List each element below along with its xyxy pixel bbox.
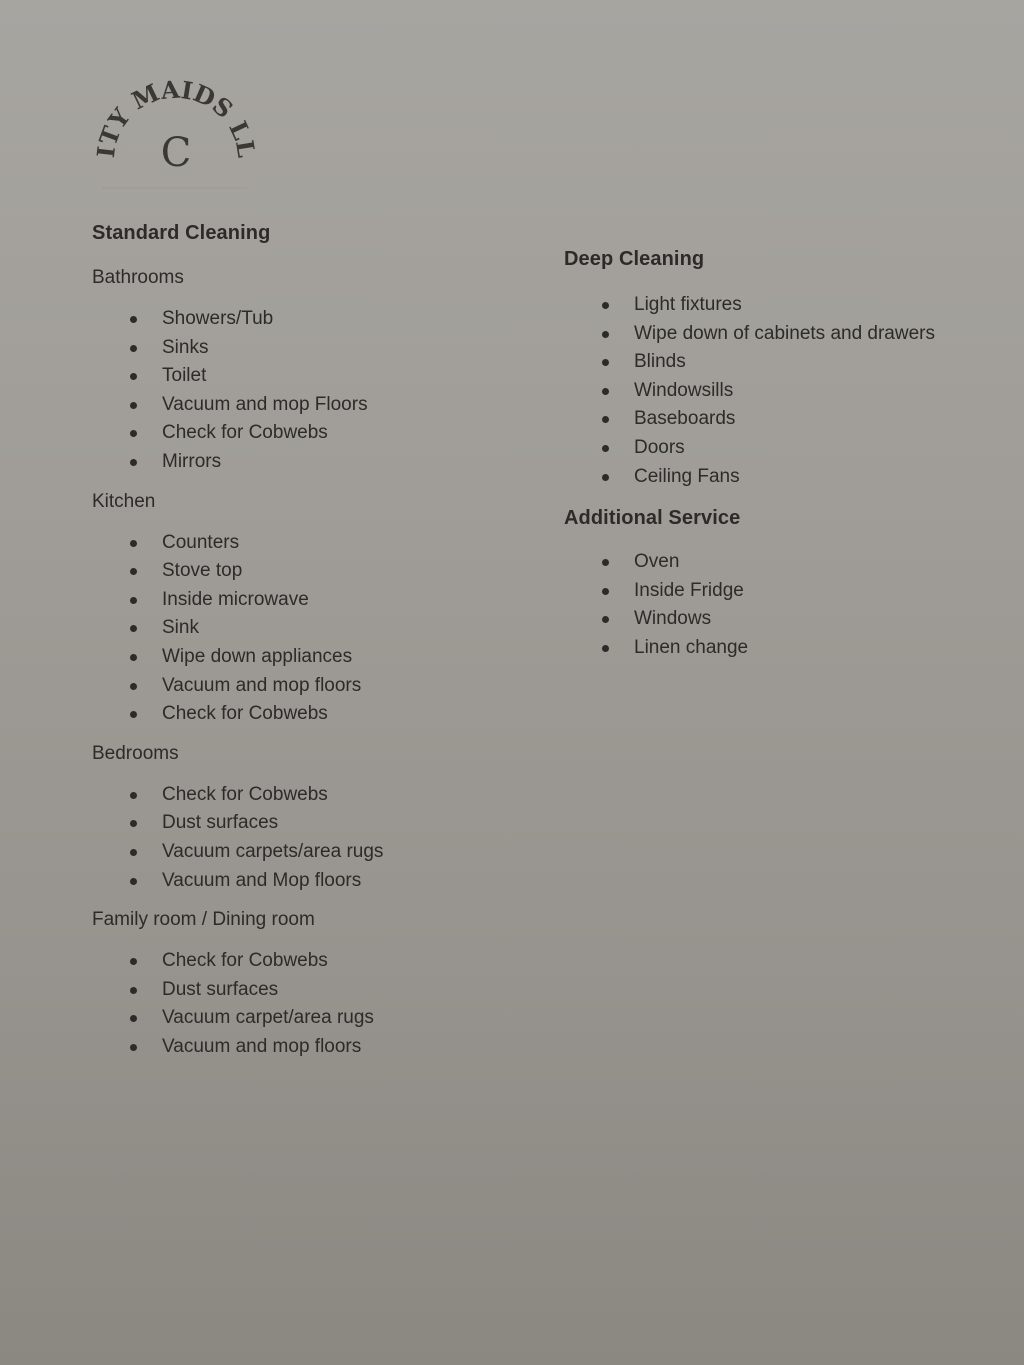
- list-item: Inside Fridge: [564, 577, 1004, 606]
- standard-cleaning-title: Standard Cleaning: [92, 222, 271, 244]
- list-item: Windowsills: [564, 377, 1004, 406]
- svg-text:CITY MAIDS LLC: ITY MAIDS LL: [92, 80, 262, 160]
- additional-service-list: [564, 548, 1004, 662]
- list-item: Check for Cobwebs: [92, 700, 532, 729]
- list-item: Doors: [564, 434, 1004, 463]
- additional-service-title: Additional Service: [564, 507, 741, 530]
- list-item: Ceiling Fans: [564, 463, 1004, 492]
- list-item: Vacuum and mop floors: [92, 1033, 532, 1062]
- list-item: Vacuum and mop Floors: [92, 391, 532, 420]
- list-item: Windows: [564, 605, 1004, 634]
- kitchen-list: [92, 529, 532, 729]
- deep-cleaning-list: [564, 291, 1004, 491]
- deep-cleaning-column: [564, 248, 1004, 663]
- list-item: Counters: [92, 529, 532, 558]
- bathrooms-list: [92, 305, 532, 477]
- list-item: Blinds: [564, 348, 1004, 377]
- list-item: Check for Cobwebs: [92, 947, 532, 976]
- standard-cleaning-column: [92, 222, 532, 1061]
- list-item: Check for Cobwebs: [92, 781, 532, 810]
- svg-text:C: C: [160, 130, 192, 176]
- list-item: Stove top: [92, 557, 532, 586]
- list-item: Toilet: [92, 362, 532, 391]
- list-item: Vacuum carpets/area rugs: [92, 838, 532, 867]
- family-dining-heading: Family room / Dining room: [92, 909, 315, 931]
- list-item: Mirrors: [92, 448, 532, 477]
- list-item: Vacuum carpet/area rugs: [92, 1004, 532, 1033]
- list-item: Linen change: [564, 634, 1004, 663]
- company-logo: [92, 80, 262, 200]
- list-item: Wipe down appliances: [92, 643, 532, 672]
- list-item: Oven: [564, 548, 1004, 577]
- bathrooms-heading: Bathrooms: [92, 267, 184, 288]
- kitchen-heading: Kitchen: [92, 490, 156, 512]
- list-item: Dust surfaces: [92, 976, 532, 1005]
- list-item: Sink: [92, 614, 532, 643]
- family-dining-list: [92, 947, 532, 1061]
- bedrooms-list: [92, 781, 532, 895]
- list-item: Showers/Tub: [92, 305, 532, 334]
- list-item: Inside microwave: [92, 586, 532, 615]
- list-item: Check for Cobwebs: [92, 419, 532, 448]
- list-item: Baseboards: [564, 405, 1004, 434]
- list-item: Vacuum and mop floors: [92, 672, 532, 701]
- list-item: Sinks: [92, 334, 532, 363]
- bedrooms-heading: Bedrooms: [92, 742, 179, 764]
- deep-cleaning-title: Deep Cleaning: [564, 248, 705, 270]
- list-item: Wipe down of cabinets and drawers: [564, 320, 1004, 349]
- list-item: Vacuum and Mop floors: [92, 867, 532, 896]
- logo-seal-icon: [92, 80, 262, 200]
- list-item: Dust surfaces: [92, 809, 532, 838]
- list-item: Light fixtures: [564, 291, 1004, 320]
